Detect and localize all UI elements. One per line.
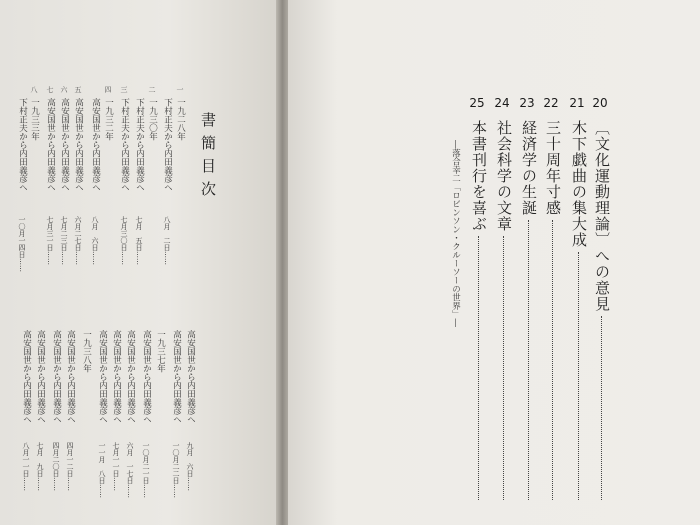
letter-date: 七月三〇日…… [120,216,128,265]
toc-leader-dots [478,236,479,500]
toc-number: 23 [519,96,535,110]
toc-title: 三十周年寸感 [544,120,562,216]
letter-entry: 下村正夫から内田義彦へ [162,98,173,192]
toc-title: 〔文化運動理論〕への意見 [593,120,611,312]
letter-entry: 一九三八年 [81,330,92,373]
letter-date: 六月 一七日…… [126,442,134,498]
letter-index: 三 [120,86,128,93]
toc-leader-dots [601,316,602,500]
letter-date: 一〇月一四日…… [18,216,26,272]
letter-date: 一〇月二二日…… [172,442,180,498]
letter-index: 一 [176,86,184,93]
letter-entry: 一九三七年 [155,330,166,373]
letter-date: 七月 九日…… [36,442,44,491]
letter-date: 一〇月二一日…… [142,442,150,498]
letter-entry: 高安国世から内田義彦へ [185,330,196,424]
letter-index: 七 [46,86,54,93]
toc-title: 経済学の生誕 [520,120,538,216]
letter-entry: 一九三三年 [29,98,40,141]
toc-title: 本書刊行を喜ぶ [470,120,488,232]
letter-date: 七月 五日…… [135,216,143,265]
letter-date: 四月一二日…… [66,442,74,491]
letter-entry: 高安国世から内田義彦へ [21,330,32,424]
letter-date: 八月 六日…… [91,216,99,265]
left-page [0,0,282,525]
letter-date: 九月 六日…… [186,442,194,491]
toc-number: 22 [543,96,559,110]
toc-title: 木下戯曲の集大成 [570,120,588,248]
right-page [288,0,700,525]
toc-number: 21 [569,96,585,110]
letter-entry: 一九三〇年 [147,98,158,141]
letter-entry: 下村正夫から内田義彦へ [119,98,130,192]
letter-entry: 高安国世から内田義彦へ [73,98,84,192]
letter-entry: 高安国世から内田義彦へ [65,330,76,424]
letter-index: 四 [104,86,112,93]
letter-date: 八月 二日…… [163,216,171,265]
letter-date: 七月一一日…… [112,442,120,491]
letter-date: 六月二七日…… [74,216,82,265]
letter-entry: 高安国世から内田義彦へ [125,330,136,424]
letter-entry: 高安国世から内田義彦へ [141,330,152,424]
letter-entry: 高安国世から内田義彦へ [45,98,56,192]
letter-entry: 高安国世から内田義彦へ [111,330,122,424]
letter-index: 六 [60,86,68,93]
toc-leader-dots [528,220,529,500]
toc-title: 社会科学の文章 [495,120,513,232]
letters-toc-heading: 書簡目次 [199,112,217,204]
letter-entry: 下村正夫から内田義彦へ [17,98,28,192]
toc-leader-dots [503,236,504,500]
letter-entry: 高安国世から内田義彦へ [90,98,101,192]
toc-number: 20 [592,96,608,110]
letter-date: 一一月 八日…… [98,442,106,498]
letter-date: 八月一一日…… [22,442,30,491]
toc-number: 25 [469,96,485,110]
letter-index: 二 [148,86,156,93]
letter-entry: 一九二八年 [175,98,186,141]
letter-entry: 下村正夫から内田義彦へ [134,98,145,192]
letter-date: 七月三一日…… [46,216,54,265]
toc-number: 24 [494,96,510,110]
letter-date: 七月二三日…… [60,216,68,265]
letter-index: 五 [74,86,82,93]
toc-leader-dots [578,252,579,500]
letter-entry: 高安国世から内田義彦へ [171,330,182,424]
letter-index: 八 [30,86,38,93]
toc-subtitle: ―落合幸二「ロビンソン・クルーソーの世界」― [450,140,461,327]
letter-date: 四月二〇日…… [52,442,60,491]
letter-entry: 高安国世から内田義彦へ [59,98,70,192]
letter-entry: 高安国世から内田義彦へ [97,330,108,424]
letter-entry: 高安国世から内田義彦へ [51,330,62,424]
letter-entry: 高安国世から内田義彦へ [35,330,46,424]
toc-leader-dots [552,220,553,500]
letter-entry: 一九三二年 [103,98,114,141]
